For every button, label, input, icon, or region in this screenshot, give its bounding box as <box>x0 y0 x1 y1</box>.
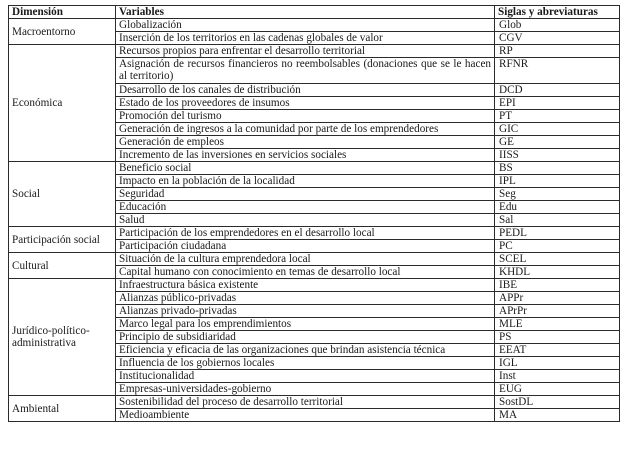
sigla-cell: PEDL <box>495 227 620 240</box>
dimension-cell: Cultural <box>9 253 116 279</box>
variable-cell: Alianzas público-privadas <box>116 292 495 305</box>
header-row <box>9 6 620 19</box>
sigla-cell: EEAT <box>495 344 620 357</box>
variable-cell: Empresas-universidades-gobierno <box>116 383 495 396</box>
dimension-cell: Macroentorno <box>9 19 116 45</box>
table-row <box>9 396 620 409</box>
sigla-cell: SostDL <box>495 396 620 409</box>
sigla-cell: RFNR <box>495 58 620 84</box>
sigla-cell: GIC <box>495 123 620 136</box>
variable-cell: Estado de los proveedores de insumos <box>116 97 495 110</box>
sigla-cell: Sal <box>495 214 620 227</box>
variable-cell: Generación de ingresos a la comunidad por parte de los emprendedores <box>116 123 495 136</box>
sigla-cell: PC <box>495 240 620 253</box>
dimension-cell: Ambiental <box>9 396 116 422</box>
variable-cell: Institucionalidad <box>116 370 495 383</box>
header-variables: Variables <box>116 6 495 19</box>
table-row <box>9 19 620 32</box>
sigla-cell: Seg <box>495 188 620 201</box>
variable-cell: Alianzas privado-privadas <box>116 305 495 318</box>
dimension-cell: Jurídico-político-administrativa <box>9 279 116 396</box>
header-dimension: Dimensión <box>9 6 116 19</box>
sigla-cell: PT <box>495 110 620 123</box>
variable-cell: Generación de empleos <box>116 136 495 149</box>
sigla-cell: CGV <box>495 32 620 45</box>
variable-cell: Participación ciudadana <box>116 240 495 253</box>
dimension-cell: Económica <box>9 45 116 162</box>
sigla-cell: EPI <box>495 97 620 110</box>
variable-cell: Situación de la cultura emprendedora local <box>116 253 495 266</box>
sigla-cell: APrPr <box>495 305 620 318</box>
variables-table <box>8 5 620 422</box>
variable-cell: Salud <box>116 214 495 227</box>
sigla-cell: DCD <box>495 84 620 97</box>
variable-cell: Asignación de recursos financieros no reembolsables (donaciones que se le hacen al territorio) <box>116 58 495 84</box>
sigla-cell: PS <box>495 331 620 344</box>
sigla-cell: EUG <box>495 383 620 396</box>
table-row <box>9 45 620 58</box>
sigla-cell: Inst <box>495 370 620 383</box>
variable-cell: Sostenibilidad del proceso de desarrollo territorial <box>116 396 495 409</box>
variable-cell: Inserción de los territorios en las cadenas globales de valor <box>116 32 495 45</box>
sigla-cell: APPr <box>495 292 620 305</box>
dimension-cell: Participación social <box>9 227 116 253</box>
variable-cell: Impacto en la población de la localidad <box>116 175 495 188</box>
variable-cell: Capital humano con conocimiento en temas de desarrollo local <box>116 266 495 279</box>
variable-cell: Eficiencia y eficacia de las organizaciones que brindan asistencia técnica <box>116 344 495 357</box>
variable-cell: Marco legal para los emprendimientos <box>116 318 495 331</box>
variable-cell: Principio de subsidiaridad <box>116 331 495 344</box>
sigla-cell: SCEL <box>495 253 620 266</box>
dimension-cell: Social <box>9 162 116 227</box>
sigla-cell: RP <box>495 45 620 58</box>
sigla-cell: MA <box>495 409 620 422</box>
sigla-cell: Glob <box>495 19 620 32</box>
variable-cell: Educación <box>116 201 495 214</box>
table-row <box>9 279 620 292</box>
sigla-cell: IISS <box>495 149 620 162</box>
variable-cell: Participación de los emprendedores en el desarrollo local <box>116 227 495 240</box>
sigla-cell: MLE <box>495 318 620 331</box>
variable-cell: Recursos propios para enfrentar el desarrollo territorial <box>116 45 495 58</box>
variable-cell: Seguridad <box>116 188 495 201</box>
table-row <box>9 253 620 266</box>
sigla-cell: GE <box>495 136 620 149</box>
sigla-cell: IGL <box>495 357 620 370</box>
sigla-cell: IPL <box>495 175 620 188</box>
variable-cell: Globalización <box>116 19 495 32</box>
variable-cell: Infraestructura básica existente <box>116 279 495 292</box>
variable-cell: Medioambiente <box>116 409 495 422</box>
variable-cell: Incremento de las inversiones en servicios sociales <box>116 149 495 162</box>
table-row <box>9 227 620 240</box>
variable-cell: Beneficio social <box>116 162 495 175</box>
header-siglas: Siglas y abreviaturas <box>495 6 620 19</box>
sigla-cell: Edu <box>495 201 620 214</box>
variable-cell: Desarrollo de los canales de distribución <box>116 84 495 97</box>
sigla-cell: IBE <box>495 279 620 292</box>
variable-cell: Influencia de los gobiernos locales <box>116 357 495 370</box>
variable-cell: Promoción del turismo <box>116 110 495 123</box>
table-row <box>9 162 620 175</box>
sigla-cell: BS <box>495 162 620 175</box>
sigla-cell: KHDL <box>495 266 620 279</box>
